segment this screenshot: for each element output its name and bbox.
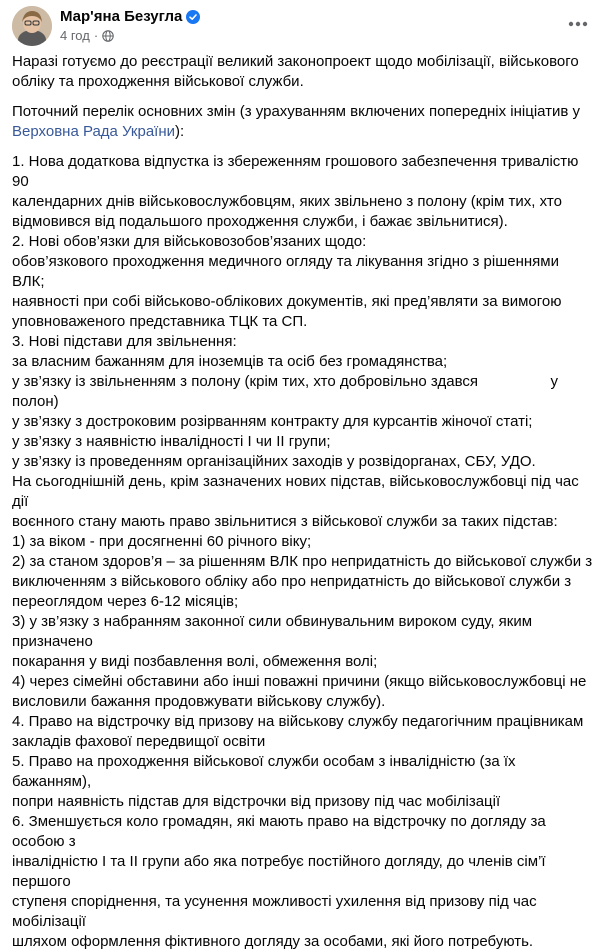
post-text-line: 4) через сімейні обставини або інші поважні причини (якщо військовослужбовці не [12, 673, 587, 690]
post-text-line: за власним бажанням для іноземців та осіб без громадянства; [12, 353, 448, 370]
globe-icon[interactable] [102, 30, 114, 42]
more-options-button[interactable] [562, 8, 594, 40]
subtitle-text: Поточний перелік основних змін (з урахуванням включених попередніх ініціатив у [12, 103, 581, 120]
post-text-line: 6. Зменшується коло громадян, які мають право на відстрочку по догляду за особою з [12, 813, 546, 850]
post-text-line: уповноваженого представника ТЦК та СП. [12, 313, 308, 330]
post-text-line: покарання у виді позбавлення волі, обмеження волі; [12, 653, 378, 670]
post-text-line: 2) за станом здоров’я – за рішенням ВЛК про непридатність до військової служби з [12, 553, 593, 570]
post-text-line: інвалідністю I та II групи або яка потребує постійного догляду, до членів сім’ї першого [12, 853, 546, 890]
avatar-image [12, 6, 52, 46]
post-text-line: 4. Право на відстрочку від призову на військову службу педагогічним працівникам [12, 713, 584, 730]
more-options-icon [568, 21, 588, 27]
verified-badge-icon [186, 10, 200, 24]
subtitle-suffix: ): [175, 123, 185, 140]
meta-separator: · [93, 28, 99, 43]
post-text-line: воєнного стану мають право звільнитися з військової служби за таких підстав: [12, 513, 558, 530]
post-text-line: у зв’язку із звільненням з полону (крім тих, хто добровільно здався [12, 373, 478, 390]
post-text-line: 2. Нові обов’язки для військовозобов’язаних щодо: [12, 233, 367, 250]
post-text-line: обов’язкового проходження медичного огляду та лікування згідно з рішеннями ВЛК; [12, 253, 559, 290]
post-text-line: висловили бажання продовжувати військову службу). [12, 693, 386, 710]
post-intro: Наразі готуємо до реєстрації великий законопроект щодо мобілізації, військового обліку та проходження військової служби. [12, 53, 579, 90]
page-link[interactable]: Верховна Рада України [12, 123, 176, 140]
post-text-line: у зв’язку з наявністю інвалідності I чи II групи; [12, 433, 331, 450]
post-text-line: 3) у зв’язку з набранням законної сили обвинувальним вироком суду, яким призначено [12, 613, 533, 650]
post-text-line: у зв’язку із проведенням організаційних заходів у розвідорганах, СБУ, УДО. [12, 453, 536, 470]
post-text-line: виключенням з військового обліку або про непридатність до військової служби з [12, 573, 572, 590]
post-text-line: переоглядом через 6-12 місяців; [12, 593, 239, 610]
post-text-line: закладів фахової передвищої освіти [12, 733, 266, 750]
post-text-line: у зв’язку з достроковим розірванням контракту для курсантів жіночої статі; [12, 413, 533, 430]
post-text-line: 1. Нова додаткова відпустка із збереженням грошового забезпечення тривалістю 90 [12, 153, 579, 190]
author-name[interactable]: Мар'яна Безугла [60, 8, 183, 25]
post-text-line: 5. Право на проходження військової служби особам з інвалідністю (за їх бажанням), [12, 753, 516, 790]
post-text-line: ступеня споріднення, та усунення можливості ухилення від призову під час мобілізації [12, 893, 537, 930]
post-header [12, 6, 594, 46]
post-text-line: відмовився від подальшого проходження служби, і бажає звільнитися). [12, 213, 508, 230]
post-text-line: календарних днів військовослужбовцям, яких звільнено з полону (крім тих, хто [12, 193, 562, 210]
avatar[interactable] [12, 6, 52, 46]
post-text-line: наявності при собі військово-облікових документів, які пред’являти за вимогою [12, 293, 562, 310]
post-text-line: шляхом оформлення фіктивного догляду за особами, які його потребують. [12, 933, 534, 950]
post-timestamp[interactable]: 4 год [60, 28, 90, 43]
post-text-line: На сьогоднішній день, крім зазначених нових підстав, військовослужбовці під час дії [12, 473, 579, 510]
post-body [12, 52, 594, 952]
post-subtitle [12, 102, 594, 142]
post-text-line: попри наявність підстав для відстрочки від призову під час мобілізації [12, 793, 501, 810]
post-text-line: полон) [12, 393, 59, 410]
post-text-line: 1) за віком - при досягненні 60 річного віку; [12, 533, 312, 550]
post-content-lines [12, 152, 594, 952]
post-text-line: 3. Нові підстави для звільнення: [12, 333, 237, 350]
post-text-line: у [550, 373, 558, 390]
